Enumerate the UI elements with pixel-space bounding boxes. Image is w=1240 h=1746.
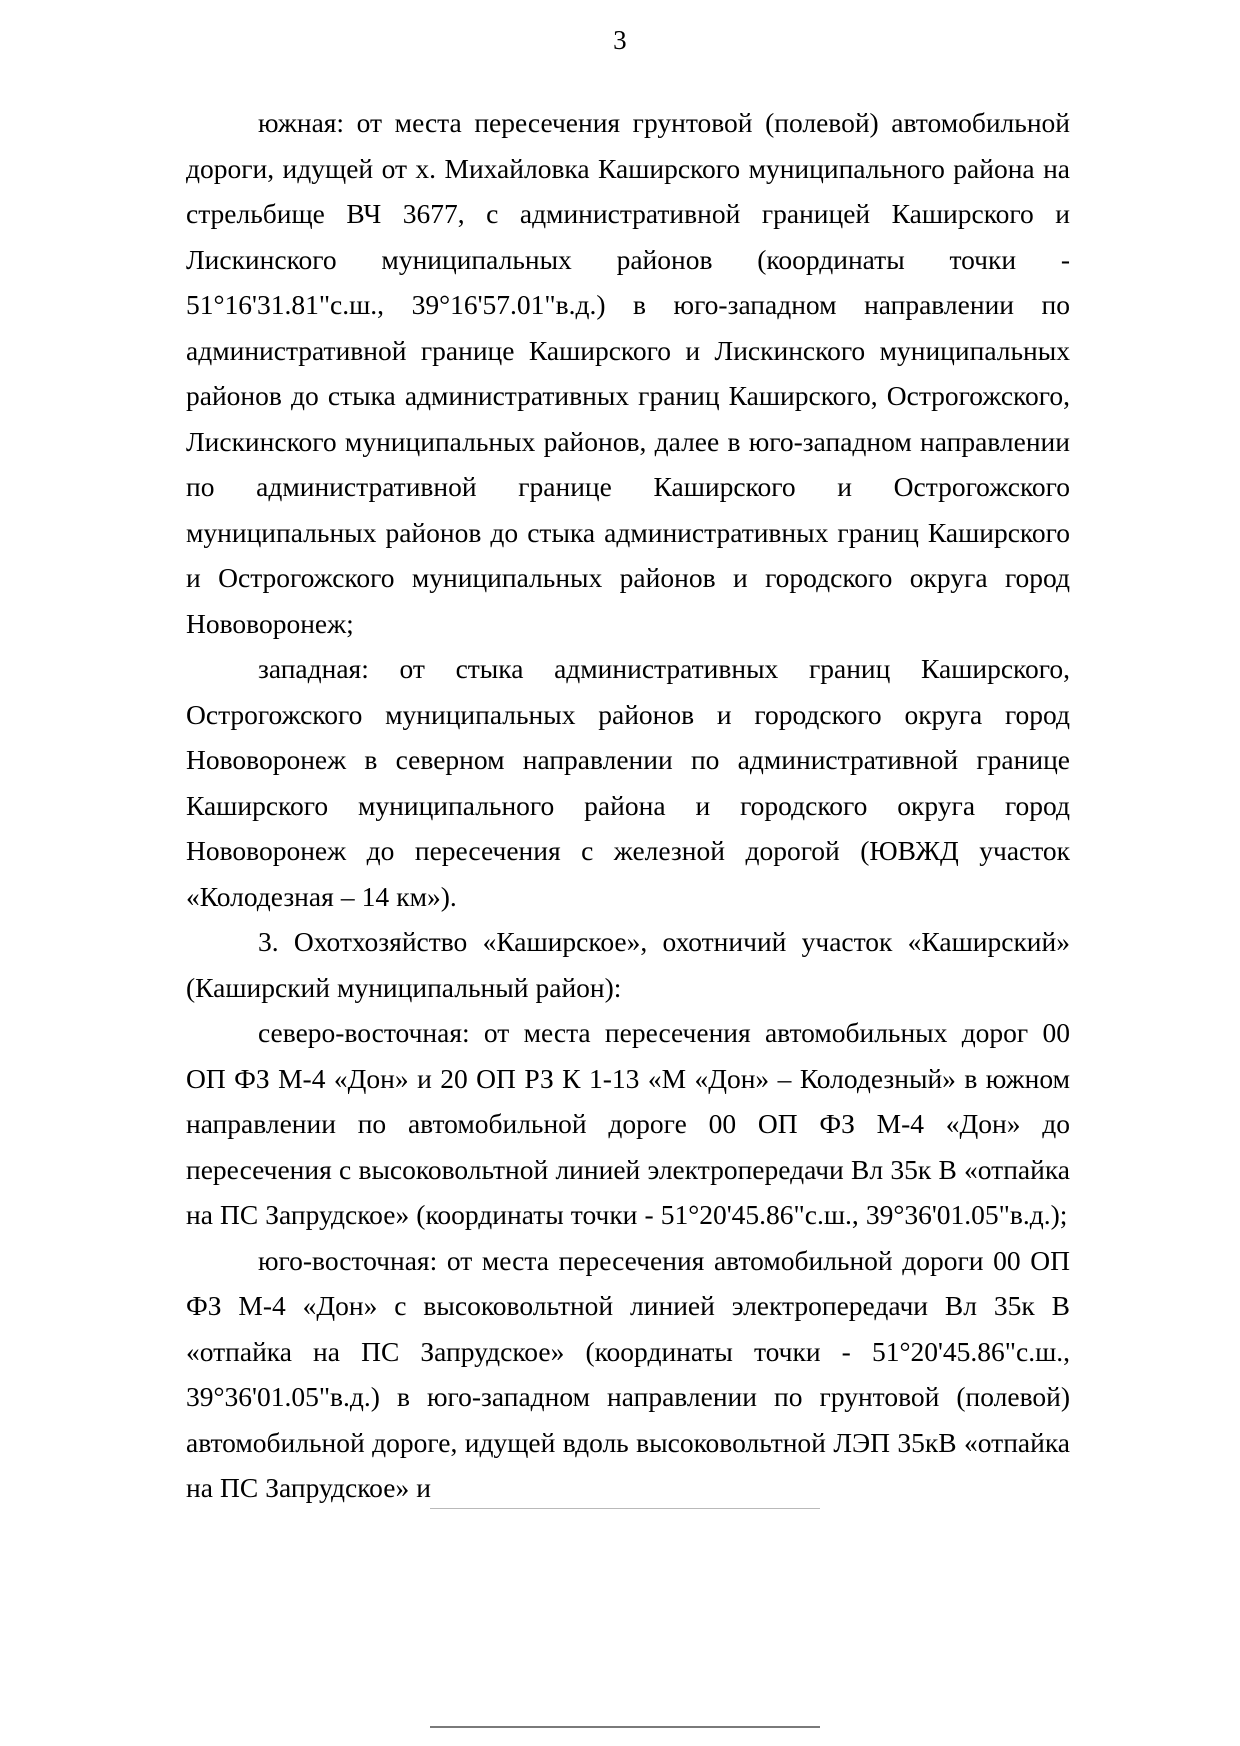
paragraph-northeastern-boundary: северо-восточная: от места пересечения автомобильных дорог 00 ОП ФЗ М-4 «Дон» и 20 ОП РЗ К 1-13 «М «Дон» – Колодезный» в южном направлении по автомобильной дороге 00 ОП ФЗ М-4 «Дон» до пересечения с высоковольтной линией электропередачи Вл 35к В «отпайка на ПС Запрудское» (координаты точки - 51°20'45.86"с.ш., 39°36'01.05"в.д.); [186,1017,1070,1230]
document-body [186,100,1070,1511]
footer-divider [430,1508,820,1509]
footer-divider-bottom [430,1726,820,1728]
paragraph-western-boundary: западная: от стыка административных границ Каширского, Острогожского муниципальных районов и городского округа город Нововоронеж в северном направлении по административной границе Каширского муниципального района и городского округа город Нововоронеж до пересечения с железной дорогой (ЮВЖД участок «Колодезная – 14 км»). [186,653,1070,912]
paragraph-southern-boundary: южная: от места пересечения грунтовой (полевой) автомобильной дороги, идущей от х. Михайловка Каширского муниципального района на стрельбище ВЧ 3677, с административной границей Каширского и Лискинского муниципальных районов (координаты точки - 51°16'31.81"с.ш., 39°16'57.01"в.д.) в юго-западном направлении по административной границе Каширского и Лискинского муниципальных районов до стыка административных границ Каширского, Острогожского, Лискинского муниципальных районов, далее в юго-западном направлении по административной границе Каширского и Острогожского муниципальных районов до стыка административных границ Каширского и Острогожского муниципальных районов и городского округа город Нововоронеж; [186,107,1070,639]
paragraph-item-3-heading: 3. Охотхозяйство «Каширское», охотничий участок «Каширский» (Каширский муниципальный район): [186,926,1070,1003]
page-number: 3 [613,25,627,55]
paragraph-southeastern-boundary: юго-восточная: от места пересечения автомобильной дороги 00 ОП ФЗ М-4 «Дон» с высоковольтной линией электропередачи Вл 35к В «отпайка на ПС Запрудское» (координаты точки - 51°20'45.86"с.ш., 39°36'01.05"в.д.) в юго-западном направлении по грунтовой (полевой) автомобильной дороге, идущей вдоль высоковольтной ЛЭП 35кВ «отпайка на ПС Запрудское» и [186,1244,1070,1503]
